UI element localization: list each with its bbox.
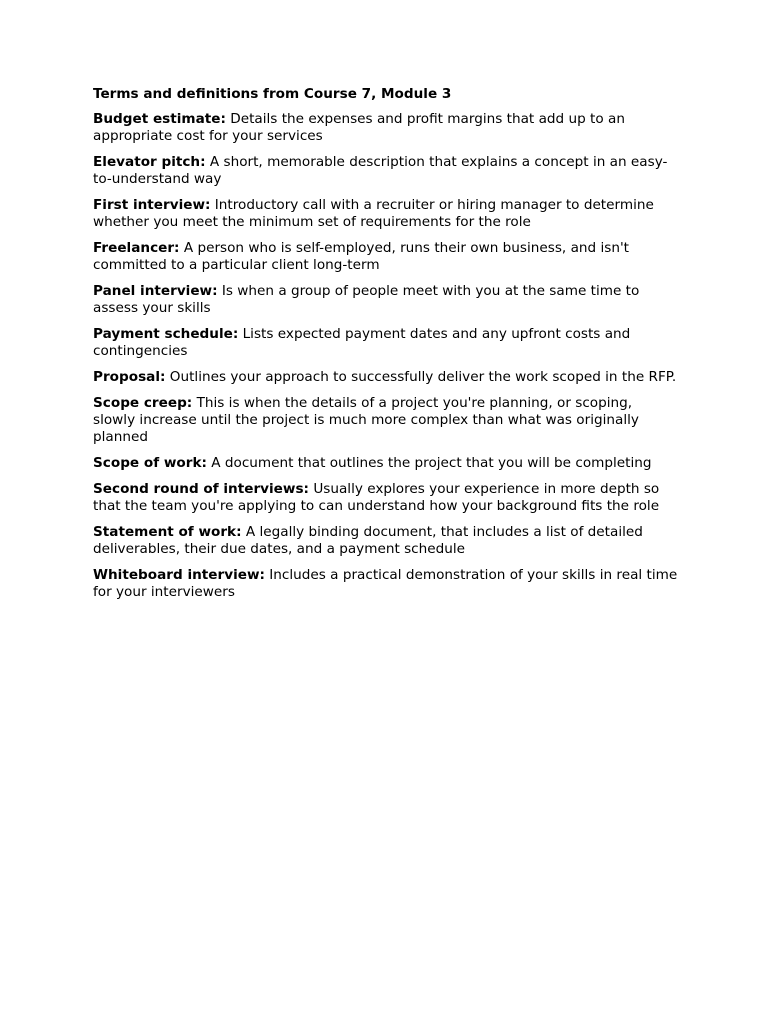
glossary-definition: Details the expenses and profit margins that add up to an appropriate cost for your services [93,111,625,145]
document-title: Terms and definitions from Course 7, Module 3 [93,86,452,102]
glossary-entry-scope-creep [93,395,678,447]
glossary-definition: This is when the details of a project you're planning, or scoping, slowly increase until the project is much more complex than what was originally planned [93,395,639,446]
glossary-term: Budget estimate: [93,111,226,128]
glossary-entry-freelancer [93,240,678,274]
glossary-definition: A document that outlines the project that you will be completing [211,455,652,472]
glossary-entry-statement-of-work [93,524,678,558]
glossary-term: Payment schedule: [93,326,239,343]
glossary-entry-first-interview [93,197,678,231]
glossary-term: Scope creep: [93,395,193,411]
glossary-term: Freelancer: [93,240,180,257]
glossary-definition: Is when a group of people meet with you at the same time to assess your skills [93,283,640,317]
glossary-term: Statement of work: [93,524,242,540]
glossary-definition: Usually explores your experience in more depth so that the team you're applying to can understand how your background fits the role [93,481,660,515]
glossary-term: Second round of interviews: [93,481,309,497]
glossary-definition: A short, memorable description that explains a concept in an easy-to-understand way [93,154,668,188]
glossary-entry-whiteboard-interview [93,567,678,601]
document-page [93,86,678,610]
glossary-term: Whiteboard interview: [93,567,265,583]
glossary-term: Elevator pitch: [93,154,206,171]
glossary-definition: Includes a practical demonstration of your skills in real time for your interviewers [93,567,678,601]
glossary-definition: A person who is self-employed, runs their own business, and isn't committed to a particular client long-term [93,240,630,274]
glossary-entry-budget-estimate [93,111,678,145]
glossary-entry-scope-of-work [93,455,678,472]
glossary-entry-second-round-of-interviews [93,481,678,515]
glossary-term: Panel interview: [93,283,218,300]
glossary-term: Scope of work: [93,455,207,472]
glossary-entry-panel-interview [93,283,678,317]
glossary-definition: Introductory call with a recruiter or hiring manager to determine whether you meet the minimum set of requirements for the role [93,197,654,231]
glossary-definition: Outlines your approach to successfully deliver the work scoped in the RFP. [169,369,677,386]
glossary-definition: Lists expected payment dates and any upfront costs and contingencies [93,326,631,360]
glossary-term: Proposal: [93,369,166,386]
glossary-term: First interview: [93,197,211,214]
glossary-entry-proposal [93,369,678,386]
glossary-entry-elevator-pitch [93,154,678,188]
glossary-entry-payment-schedule [93,326,678,360]
glossary-definition: A legally binding document, that includes a list of detailed deliverables, their due dates, and a payment schedule [93,524,643,558]
